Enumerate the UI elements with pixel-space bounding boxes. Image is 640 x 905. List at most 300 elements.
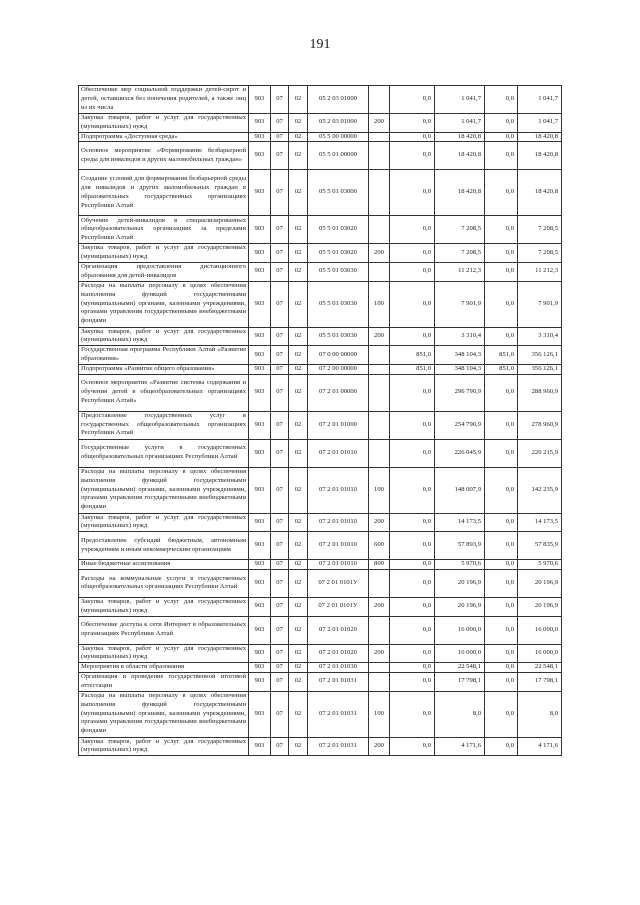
table-row	[79, 132, 562, 142]
amount-4: 288 960,9	[518, 374, 562, 411]
expense-type-code	[369, 374, 390, 411]
amount-4: 220 215,9	[518, 439, 562, 467]
grbs-code: 903	[249, 532, 271, 560]
grbs-code: 903	[249, 142, 271, 170]
target-article-code: 05 5 01 03030	[308, 262, 369, 281]
subsection-code: 02	[289, 597, 308, 616]
amount-4: 1 041,7	[518, 86, 562, 114]
amount-3: 0,0	[485, 616, 518, 644]
table-row	[79, 513, 562, 532]
target-article-code: 07 0 00 00000	[308, 346, 369, 365]
amount-3: 0,0	[485, 560, 518, 570]
amount-4: 11 212,3	[518, 262, 562, 281]
expense-type-code	[369, 170, 390, 216]
subsection-code: 02	[289, 560, 308, 570]
amount-3: 0,0	[485, 281, 518, 327]
subsection-code: 02	[289, 170, 308, 216]
expense-type-code	[369, 411, 390, 439]
subsection-code: 02	[289, 327, 308, 346]
section-code: 07	[271, 364, 289, 374]
amount-1: 0,0	[390, 216, 435, 244]
table-row	[79, 262, 562, 281]
amount-3: 0,0	[485, 374, 518, 411]
amount-2: 18 420,8	[435, 142, 485, 170]
grbs-code: 903	[249, 132, 271, 142]
grbs-code: 903	[249, 346, 271, 365]
amount-1: 0,0	[390, 737, 435, 756]
table-row	[79, 597, 562, 616]
section-code: 07	[271, 569, 289, 597]
grbs-code: 903	[249, 691, 271, 737]
amount-3: 0,0	[485, 114, 518, 133]
section-code: 07	[271, 532, 289, 560]
amount-2: 1 041,7	[435, 114, 485, 133]
grbs-code: 903	[249, 281, 271, 327]
row-name: Создание условий для формирования безбарьерной среды для инвалидов и других маломобильных граждан в образовательных государственных организациях Республики Алтай	[79, 170, 249, 216]
amount-4: 16 000,0	[518, 644, 562, 663]
amount-1: 851,0	[390, 346, 435, 365]
table-row	[79, 467, 562, 513]
target-article-code: 05 2 03 01000	[308, 114, 369, 133]
amount-2: 348 104,3	[435, 346, 485, 365]
amount-4: 16 000,0	[518, 616, 562, 644]
section-code: 07	[271, 216, 289, 244]
amount-1: 0,0	[390, 616, 435, 644]
target-article-code: 07 2 01 01000	[308, 411, 369, 439]
expense-type-code: 100	[369, 281, 390, 327]
amount-4: 7 208,5	[518, 244, 562, 263]
row-name: Закупка товаров, работ и услуг для государственных (муниципальных) нужд	[79, 737, 249, 756]
grbs-code: 903	[249, 364, 271, 374]
subsection-code: 02	[289, 439, 308, 467]
amount-3: 0,0	[485, 672, 518, 691]
amount-2: 296 790,9	[435, 374, 485, 411]
expense-type-code	[369, 346, 390, 365]
amount-3: 851,0	[485, 346, 518, 365]
subsection-code: 02	[289, 364, 308, 374]
section-code: 07	[271, 691, 289, 737]
amount-1: 0,0	[390, 691, 435, 737]
row-name: Иные бюджетные ассигнования	[79, 560, 249, 570]
amount-3: 0,0	[485, 467, 518, 513]
section-code: 07	[271, 170, 289, 216]
row-name: Основное мероприятие «Развитие системы содержания и обучения детей в общеобразовательных организациях Республики Алтай»	[79, 374, 249, 411]
section-code: 07	[271, 597, 289, 616]
amount-4: 5 970,6	[518, 560, 562, 570]
subsection-code: 02	[289, 374, 308, 411]
row-name: Обеспечение доступа к сети Интернет в образовательных организациях Республики Алтай	[79, 616, 249, 644]
amount-3: 0,0	[485, 86, 518, 114]
table-row	[79, 411, 562, 439]
section-code: 07	[271, 467, 289, 513]
row-name: Подпрограмма «Развитие общего образования»	[79, 364, 249, 374]
row-name: Расходы на выплаты персоналу в целях обеспечения выполнения функций государственными (муниципальными) органами, казенными учреждениями, органами управления государственными внебюджетными фондами	[79, 691, 249, 737]
expense-type-code: 800	[369, 560, 390, 570]
expense-type-code: 200	[369, 244, 390, 263]
expense-type-code: 200	[369, 114, 390, 133]
amount-3: 0,0	[485, 327, 518, 346]
table-row	[79, 691, 562, 737]
amount-2: 1 041,7	[435, 86, 485, 114]
row-name: Государственные услуги в государственных общеобразовательных организациях Республики Алтай	[79, 439, 249, 467]
target-article-code: 07 2 01 01010	[308, 439, 369, 467]
grbs-code: 903	[249, 737, 271, 756]
table-row	[79, 244, 562, 263]
grbs-code: 903	[249, 262, 271, 281]
amount-4: 356 126,1	[518, 346, 562, 365]
expense-type-code	[369, 132, 390, 142]
target-article-code: 05 5 01 03030	[308, 327, 369, 346]
subsection-code: 02	[289, 114, 308, 133]
target-article-code: 07 2 01 01010	[308, 532, 369, 560]
amount-3: 851,0	[485, 364, 518, 374]
amount-3: 0,0	[485, 663, 518, 673]
subsection-code: 02	[289, 691, 308, 737]
grbs-code: 903	[249, 327, 271, 346]
target-article-code: 05 5 01 03030	[308, 281, 369, 327]
target-article-code: 07 2 01 01020	[308, 644, 369, 663]
target-article-code: 05 5 00 00000	[308, 132, 369, 142]
subsection-code: 02	[289, 532, 308, 560]
amount-2: 226 045,9	[435, 439, 485, 467]
amount-3: 0,0	[485, 513, 518, 532]
row-name: Организация предоставления дистанционного образования для детей-инвалидов	[79, 262, 249, 281]
amount-4: 4 171,6	[518, 737, 562, 756]
amount-2: 16 000,0	[435, 616, 485, 644]
row-name: Расходы на выплаты персоналу в целях обеспечения выполнения функций государственными (муниципальными) органами, казенными учреждениями, органами управления государственными внебюджетными фондами	[79, 281, 249, 327]
expense-type-code	[369, 142, 390, 170]
table-row	[79, 142, 562, 170]
table-row	[79, 327, 562, 346]
amount-3: 0,0	[485, 737, 518, 756]
amount-4: 18 420,8	[518, 132, 562, 142]
section-code: 07	[271, 616, 289, 644]
subsection-code: 02	[289, 86, 308, 114]
grbs-code: 903	[249, 374, 271, 411]
grbs-code: 903	[249, 644, 271, 663]
amount-1: 0,0	[390, 262, 435, 281]
expense-type-code	[369, 672, 390, 691]
amount-3: 0,0	[485, 216, 518, 244]
table-row	[79, 216, 562, 244]
amount-2: 22 548,1	[435, 663, 485, 673]
amount-3: 0,0	[485, 691, 518, 737]
target-article-code: 07 2 01 01020	[308, 616, 369, 644]
table-row	[79, 663, 562, 673]
target-article-code: 05 5 01 03000	[308, 170, 369, 216]
section-code: 07	[271, 374, 289, 411]
row-name: Расходы на коммунальные услуги в государственных общеобразовательных организациях Республики Алтай	[79, 569, 249, 597]
amount-3: 0,0	[485, 532, 518, 560]
subsection-code: 02	[289, 132, 308, 142]
section-code: 07	[271, 262, 289, 281]
subsection-code: 02	[289, 737, 308, 756]
amount-1: 0,0	[390, 513, 435, 532]
grbs-code: 903	[249, 439, 271, 467]
amount-1: 0,0	[390, 86, 435, 114]
row-name: Расходы на выплаты персоналу в целях обеспечения выполнения функций государственными (муниципальными) органами, казенными учреждениями, органами управления государственными внебюджетными фондами	[79, 467, 249, 513]
section-code: 07	[271, 142, 289, 170]
amount-2: 348 104,3	[435, 364, 485, 374]
table-row	[79, 644, 562, 663]
subsection-code: 02	[289, 142, 308, 170]
expense-type-code: 100	[369, 691, 390, 737]
amount-1: 0,0	[390, 672, 435, 691]
grbs-code: 903	[249, 216, 271, 244]
expense-type-code: 200	[369, 597, 390, 616]
amount-4: 1 041,7	[518, 114, 562, 133]
section-code: 07	[271, 86, 289, 114]
expense-type-code	[369, 364, 390, 374]
grbs-code: 903	[249, 411, 271, 439]
grbs-code: 903	[249, 672, 271, 691]
row-name: Закупка товаров, работ и услуг для государственных (муниципальных) нужд	[79, 644, 249, 663]
table-row	[79, 737, 562, 756]
table-row	[79, 114, 562, 133]
target-article-code: 07 2 01 01031	[308, 737, 369, 756]
amount-3: 0,0	[485, 439, 518, 467]
expense-type-code: 200	[369, 644, 390, 663]
amount-1: 0,0	[390, 327, 435, 346]
section-code: 07	[271, 281, 289, 327]
amount-2: 17 798,1	[435, 672, 485, 691]
amount-3: 0,0	[485, 142, 518, 170]
amount-3: 0,0	[485, 262, 518, 281]
section-code: 07	[271, 663, 289, 673]
grbs-code: 903	[249, 663, 271, 673]
amount-2: 5 970,6	[435, 560, 485, 570]
grbs-code: 903	[249, 560, 271, 570]
target-article-code: 07 2 01 01031	[308, 672, 369, 691]
amount-1: 0,0	[390, 374, 435, 411]
amount-3: 0,0	[485, 170, 518, 216]
amount-3: 0,0	[485, 597, 518, 616]
subsection-code: 02	[289, 346, 308, 365]
grbs-code: 903	[249, 244, 271, 263]
expense-type-code	[369, 569, 390, 597]
amount-1: 0,0	[390, 142, 435, 170]
row-name: Подпрограмма «Доступная среда»	[79, 132, 249, 142]
target-article-code: 05 2 03 01000	[308, 86, 369, 114]
target-article-code: 07 2 01 0101У	[308, 569, 369, 597]
target-article-code: 05 5 01 03020	[308, 244, 369, 263]
amount-2: 14 173,5	[435, 513, 485, 532]
subsection-code: 02	[289, 616, 308, 644]
expense-type-code	[369, 616, 390, 644]
table-row	[79, 532, 562, 560]
target-article-code: 05 5 01 00000	[308, 142, 369, 170]
row-name: Предоставление государственных услуг в государственных общеобразовательных организациях Республики Алтай	[79, 411, 249, 439]
expense-type-code	[369, 262, 390, 281]
row-name: Мероприятия в области образования	[79, 663, 249, 673]
amount-1: 0,0	[390, 644, 435, 663]
amount-4: 142 235,9	[518, 467, 562, 513]
subsection-code: 02	[289, 467, 308, 513]
grbs-code: 903	[249, 86, 271, 114]
section-code: 07	[271, 411, 289, 439]
amount-3: 0,0	[485, 411, 518, 439]
row-name: Закупка товаров, работ и услуг для государственных (муниципальных) нужд	[79, 244, 249, 263]
amount-1: 0,0	[390, 132, 435, 142]
amount-4: 278 960,9	[518, 411, 562, 439]
amount-4: 57 835,9	[518, 532, 562, 560]
target-article-code: 05 5 01 03020	[308, 216, 369, 244]
amount-1: 0,0	[390, 244, 435, 263]
amount-4: 22 548,1	[518, 663, 562, 673]
section-code: 07	[271, 244, 289, 263]
grbs-code: 903	[249, 170, 271, 216]
section-code: 07	[271, 737, 289, 756]
amount-4: 18 420,8	[518, 170, 562, 216]
row-name: Обеспечение мер социальной поддержки детей-сирот и детей, оставшихся без попечения родителей, а также лиц из их числа	[79, 86, 249, 114]
target-article-code: 07 2 01 01031	[308, 691, 369, 737]
expense-type-code	[369, 663, 390, 673]
subsection-code: 02	[289, 644, 308, 663]
target-article-code: 07 2 01 01010	[308, 513, 369, 532]
amount-1: 0,0	[390, 439, 435, 467]
amount-2: 18 420,8	[435, 132, 485, 142]
section-code: 07	[271, 327, 289, 346]
amount-2: 3 310,4	[435, 327, 485, 346]
grbs-code: 903	[249, 616, 271, 644]
grbs-code: 903	[249, 569, 271, 597]
target-article-code: 07 2 00 00000	[308, 364, 369, 374]
subsection-code: 02	[289, 411, 308, 439]
row-name: Государственная программа Республики Алтай «Развитие образования»	[79, 346, 249, 365]
amount-2: 20 196,9	[435, 597, 485, 616]
section-code: 07	[271, 439, 289, 467]
amount-4: 8,0	[518, 691, 562, 737]
expense-type-code	[369, 86, 390, 114]
amount-3: 0,0	[485, 244, 518, 263]
table-row	[79, 346, 562, 365]
section-code: 07	[271, 132, 289, 142]
target-article-code: 07 2 01 01030	[308, 663, 369, 673]
table-row	[79, 86, 562, 114]
section-code: 07	[271, 513, 289, 532]
table-row	[79, 281, 562, 327]
amount-1: 0,0	[390, 114, 435, 133]
subsection-code: 02	[289, 663, 308, 673]
target-article-code: 07 2 01 00000	[308, 374, 369, 411]
amount-1: 0,0	[390, 597, 435, 616]
table-row	[79, 374, 562, 411]
table-row	[79, 170, 562, 216]
amount-4: 3 310,4	[518, 327, 562, 346]
amount-3: 0,0	[485, 132, 518, 142]
amount-1: 0,0	[390, 569, 435, 597]
amount-4: 18 420,8	[518, 142, 562, 170]
row-name: Закупка товаров, работ и услуг для государственных (муниципальных) нужд	[79, 114, 249, 133]
expense-type-code	[369, 439, 390, 467]
amount-2: 148 007,9	[435, 467, 485, 513]
section-code: 07	[271, 560, 289, 570]
amount-2: 16 000,0	[435, 644, 485, 663]
expense-type-code: 100	[369, 467, 390, 513]
table-row	[79, 569, 562, 597]
amount-2: 8,0	[435, 691, 485, 737]
section-code: 07	[271, 672, 289, 691]
amount-2: 7 208,5	[435, 244, 485, 263]
row-name: Обучение детей-инвалидов в специализированных общеобразовательных организациях за пределами Республики Алтай	[79, 216, 249, 244]
target-article-code: 07 2 01 01010	[308, 467, 369, 513]
grbs-code: 903	[249, 513, 271, 532]
amount-3: 0,0	[485, 644, 518, 663]
amount-3: 0,0	[485, 569, 518, 597]
amount-2: 7 901,9	[435, 281, 485, 327]
grbs-code: 903	[249, 597, 271, 616]
table-row	[79, 672, 562, 691]
amount-4: 20 196,9	[518, 597, 562, 616]
table-row	[79, 439, 562, 467]
amount-2: 254 790,9	[435, 411, 485, 439]
amount-2: 7 208,5	[435, 216, 485, 244]
target-article-code: 07 2 01 0101У	[308, 597, 369, 616]
section-code: 07	[271, 114, 289, 133]
budget-table	[78, 85, 562, 756]
subsection-code: 02	[289, 244, 308, 263]
expense-type-code: 200	[369, 327, 390, 346]
subsection-code: 02	[289, 513, 308, 532]
table-row	[79, 560, 562, 570]
amount-1: 0,0	[390, 170, 435, 216]
amount-1: 0,0	[390, 467, 435, 513]
amount-4: 20 196,9	[518, 569, 562, 597]
amount-2: 20 196,9	[435, 569, 485, 597]
row-name: Основное мероприятие «Формирование безбарьерной среды для инвалидов и других маломобильных граждан»	[79, 142, 249, 170]
amount-1: 0,0	[390, 532, 435, 560]
table-row	[79, 364, 562, 374]
row-name: Предоставление субсидий бюджетным, автономным учреждениям и иным некоммерческим организациям	[79, 532, 249, 560]
grbs-code: 903	[249, 467, 271, 513]
amount-1: 851,0	[390, 364, 435, 374]
table-row	[79, 616, 562, 644]
amount-1: 0,0	[390, 411, 435, 439]
section-code: 07	[271, 346, 289, 365]
expense-type-code: 600	[369, 532, 390, 560]
subsection-code: 02	[289, 216, 308, 244]
row-name: Закупка товаров, работ и услуг для государственных (муниципальных) нужд	[79, 597, 249, 616]
section-code: 07	[271, 644, 289, 663]
subsection-code: 02	[289, 569, 308, 597]
amount-1: 0,0	[390, 560, 435, 570]
amount-4: 356 126,1	[518, 364, 562, 374]
amount-2: 57 893,9	[435, 532, 485, 560]
amount-4: 14 173,5	[518, 513, 562, 532]
subsection-code: 02	[289, 672, 308, 691]
expense-type-code: 200	[369, 737, 390, 756]
amount-2: 18 420,8	[435, 170, 485, 216]
table-body	[79, 86, 562, 756]
expense-type-code: 200	[369, 513, 390, 532]
row-name: Организация и проведение государственной итоговой аттестации	[79, 672, 249, 691]
target-article-code: 07 2 01 01010	[308, 560, 369, 570]
amount-4: 17 798,1	[518, 672, 562, 691]
subsection-code: 02	[289, 262, 308, 281]
row-name: Закупка товаров, работ и услуг для государственных (муниципальных) нужд	[79, 513, 249, 532]
amount-4: 7 901,9	[518, 281, 562, 327]
amount-1: 0,0	[390, 281, 435, 327]
amount-2: 4 171,6	[435, 737, 485, 756]
amount-2: 11 212,3	[435, 262, 485, 281]
subsection-code: 02	[289, 281, 308, 327]
expense-type-code	[369, 216, 390, 244]
amount-4: 7 208,5	[518, 216, 562, 244]
page-number: 191	[309, 37, 331, 52]
row-name: Закупка товаров, работ и услуг для государственных (муниципальных) нужд	[79, 327, 249, 346]
grbs-code: 903	[249, 114, 271, 133]
amount-1: 0,0	[390, 663, 435, 673]
